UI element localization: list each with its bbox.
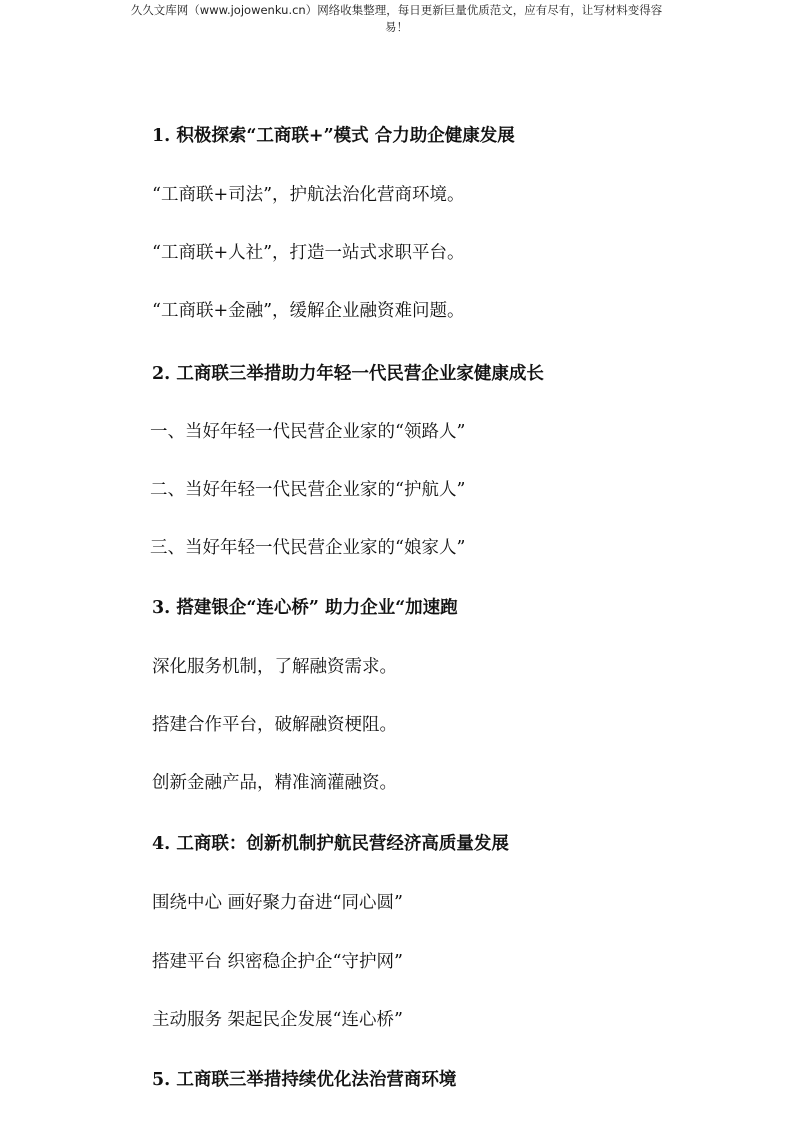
section-4-item-2: 搭建平台 织密稳企护企“守护网” xyxy=(152,952,403,972)
header-line-2: 易！ xyxy=(385,20,408,34)
section-3-item-2: 搭建合作平台，破解融资梗阻。 xyxy=(152,715,397,735)
section-4-item-3: 主动服务 架起民企发展“连心桥” xyxy=(152,1010,403,1030)
section-3-title: 3. 搭建银企“连心桥” 助力企业“加速跑 xyxy=(152,598,458,618)
section-2-item-3: 三、当好年轻一代民营企业家的“娘家人” xyxy=(150,538,466,558)
section-1-item-2: “工商联+人社”，打造一站式求职平台。 xyxy=(152,243,465,263)
section-3-item-3: 创新金融产品，精准滴灌融资。 xyxy=(152,773,397,793)
section-2-item-2: 二、当好年轻一代民营企业家的“护航人” xyxy=(150,480,466,500)
section-1-item-1: “工商联+司法”，护航法治化营商环境。 xyxy=(152,185,465,205)
header-line-1: 久久文库网（www.jojowenku.cn）网络收集整理，每日更新巨量优质范文，应有尽有，让写材料变得容 xyxy=(130,3,663,17)
section-2-title: 2. 工商联三举措助力年轻一代民营企业家健康成长 xyxy=(152,364,544,384)
section-3-item-1: 深化服务机制，了解融资需求。 xyxy=(152,657,397,677)
section-4-title: 4. 工商联：创新机制护航民营经济高质量发展 xyxy=(152,834,509,854)
section-5-title: 5. 工商联三举措持续优化法治营商环境 xyxy=(152,1070,457,1090)
section-1-title: 1. 积极探索“工商联+”模式 合力助企健康发展 xyxy=(152,126,515,146)
section-4-item-1: 围绕中心 画好聚力奋进“同心圆” xyxy=(152,893,403,913)
page-header xyxy=(90,2,703,36)
section-2-item-1: 一、当好年轻一代民营企业家的“领路人” xyxy=(150,422,466,442)
section-1-item-3: “工商联+金融”，缓解企业融资难问题。 xyxy=(152,301,465,321)
